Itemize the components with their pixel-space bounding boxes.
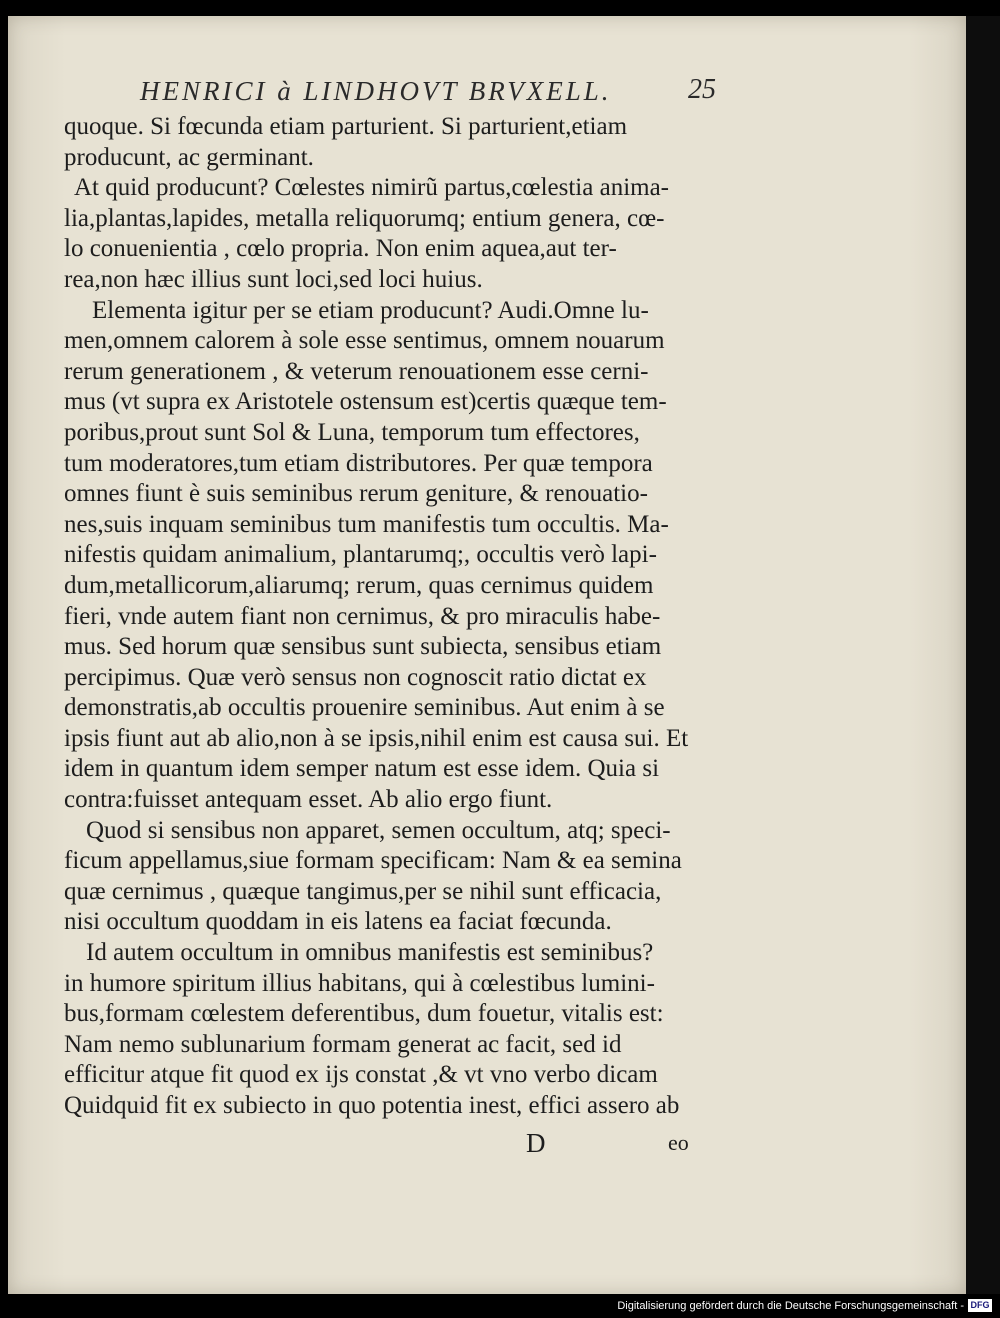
text-line: ficum appellamus,siue formam specificam: Nam & ea semina — [64, 847, 682, 875]
scan-border — [966, 16, 1000, 1294]
text-line: nisi occultum quoddam in eis latens ea faciat fœcunda. — [64, 908, 612, 936]
text-line: contra:fuisset antequam esset. Ab alio ergo fiunt. — [64, 786, 553, 814]
text-line: ipsis fiunt aut ab alio,non à se ipsis,nihil enim est causa sui. Et — [64, 724, 689, 752]
text-line: lia,plantas,lapides, metalla reliquorumq; entium genera, cœ- — [64, 204, 665, 232]
catchword: eo — [668, 1130, 689, 1155]
text-line: nifestis quidam animalium, plantarumq;, occultis verò lapi- — [64, 541, 657, 569]
text-line: quoque. Si fœcunda etiam parturient. Si parturient,etiam — [64, 113, 628, 140]
text-line: fieri, vnde autem fiant non cernimus, & pro miraculis habe- — [64, 602, 661, 630]
text-line: quæ cernimus , quæque tangimus,per se nihil sunt efficacia, — [64, 877, 662, 905]
signature-mark: D — [526, 1128, 546, 1158]
running-title: HENRICI à LINDHOVT BRVXELL. — [140, 76, 612, 106]
text-line: nes,suis inquam seminibus tum manifestis tum occultis. Ma- — [64, 510, 669, 538]
text-line: tum moderatores,tum etiam distributores. Per quæ tempora — [64, 449, 653, 477]
text-line: efficitur atque fit quod ex ijs constat ,& vt vno verbo dicam — [64, 1061, 658, 1089]
digitization-credit: Digitalisierung gefördert durch die Deutsche Forschungsgemeinschaft - — [617, 1300, 964, 1312]
text-line: Nam nemo sublunarium formam generat ac facit, sed id — [64, 1030, 622, 1058]
text-line: rea,non hæc illius sunt loci,sed loci huius. — [64, 265, 483, 293]
text-line: rerum generationem , & veterum renouationem esse cerni- — [64, 357, 649, 385]
text-line: Id autem occultum in omnibus manifestis est seminibus? — [86, 939, 654, 967]
text-line: idem in quantum idem semper natum est esse idem. Quia si — [64, 755, 660, 783]
text-line: Quidquid fit ex subiecto in quo potentia inest, effici assero ab — [64, 1092, 680, 1119]
text-line: Elementa igitur per se etiam producunt? Audi.Omne lu- — [92, 296, 649, 324]
text-line: At quid producunt? Cœlestes nimirũ partus,cœlestia anima- — [74, 174, 670, 202]
page-header — [140, 72, 720, 112]
text-line: percipimus. Quæ verò sensus non cognoscit ratio dictat ex — [64, 663, 647, 691]
text-line: dum,metallicorum,aliarumq; rerum, quas cernimus quidem — [64, 571, 654, 599]
text-line: mus. Sed horum quæ sensibus sunt subiecta, sensibus etiam — [64, 633, 662, 661]
text-line: men,omnem calorem à sole esse sentimus, omnem nouarum — [64, 327, 665, 355]
text-line: mus (vt supra ex Aristotele ostensum est)certis quæque tem- — [64, 388, 667, 416]
text-line: omnes fiunt è suis seminibus rerum geniture, & renouatio- — [64, 480, 648, 508]
text-line: demonstratis,ab occultis prouenire seminibus. Aut enim à se — [64, 694, 665, 722]
page-number: 25 — [688, 74, 716, 105]
body-text — [64, 112, 714, 1122]
dfg-logo: DFG — [968, 1299, 992, 1312]
text-line: bus,formam cœlestem deferentibus, dum fouetur, vitalis est: — [64, 1000, 664, 1028]
text-line: producunt, ac germinant. — [64, 143, 314, 171]
text-line: in humore spiritum illius habitans, qui à cœlestibus lumini- — [64, 969, 655, 997]
text-line: lo conuenientia , cœlo propria. Non enim aquea,aut ter- — [64, 235, 617, 263]
text-line: Quod si sensibus non apparet, semen occultum, atq; speci- — [86, 816, 671, 844]
text-line: poribus,prout sunt Sol & Luna, temporum tum effectores, — [64, 418, 640, 446]
